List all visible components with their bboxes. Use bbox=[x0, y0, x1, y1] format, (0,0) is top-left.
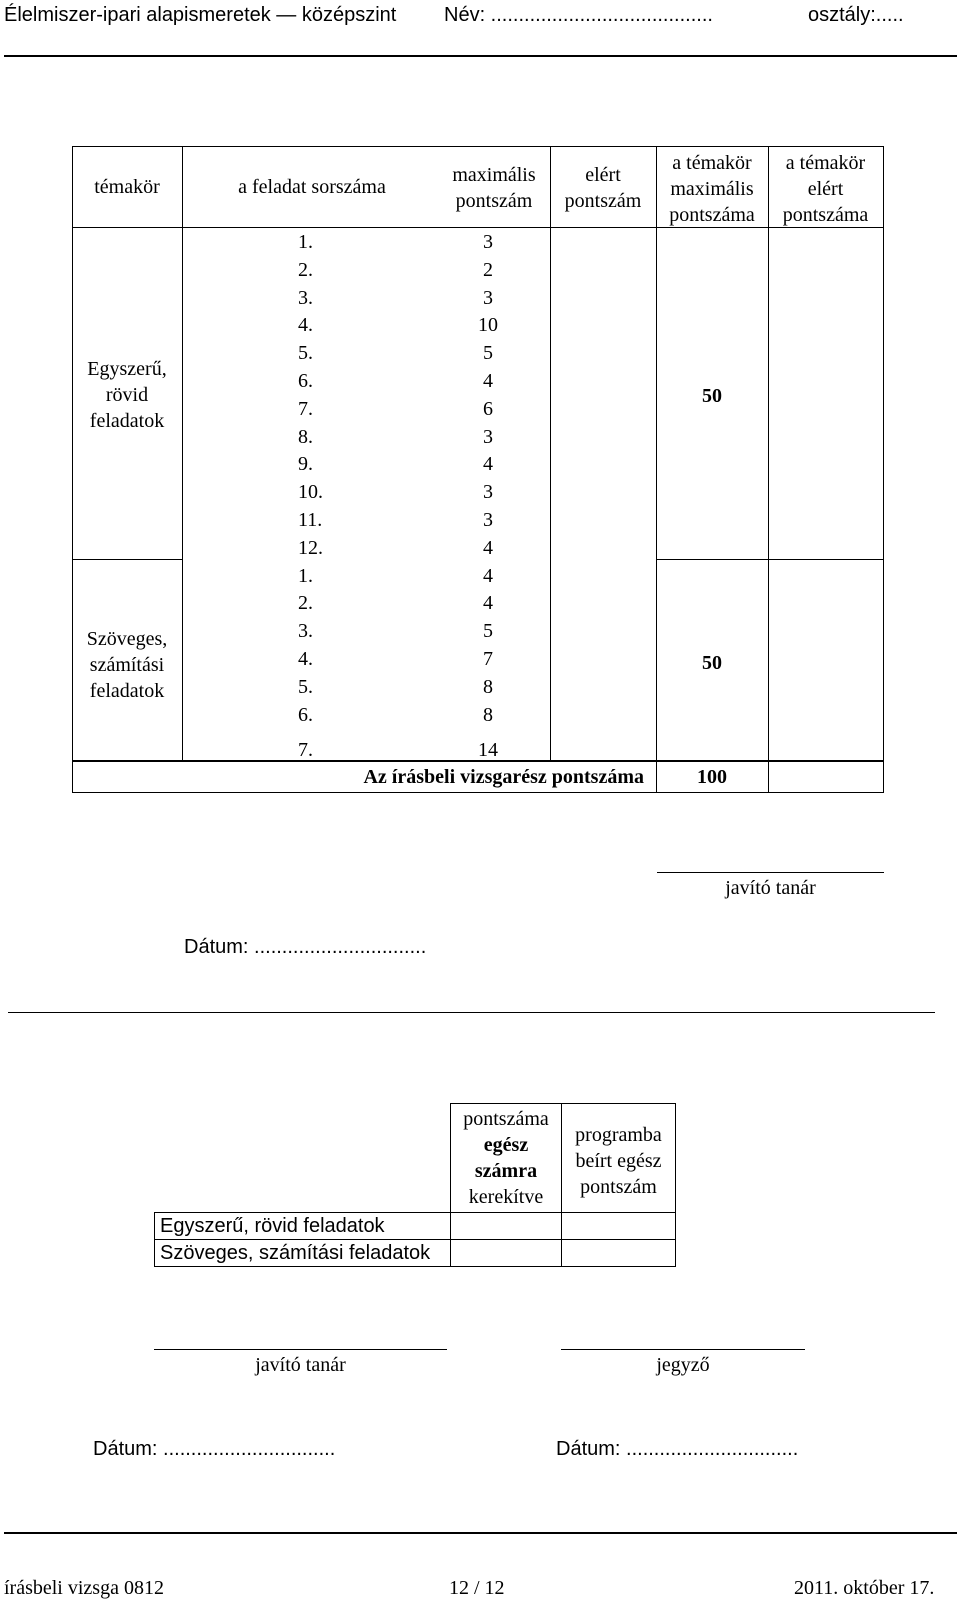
task-number: 4. bbox=[298, 648, 313, 670]
header-name-field: Név: ........................................ bbox=[444, 4, 713, 26]
summary-row-calc: Szöveges, számítási feladatok bbox=[160, 1242, 431, 1264]
col-header-achieved-points: elért pontszám bbox=[564, 164, 642, 212]
task-max-points: 3 bbox=[483, 481, 493, 504]
signature-teacher-role: javító tanár bbox=[255, 1354, 346, 1376]
col-header-topic-achieved: a témakör elért pontszáma bbox=[782, 152, 869, 226]
section-divider bbox=[8, 1012, 935, 1013]
task-number: 6. bbox=[298, 703, 313, 726]
task-max-points: 7 bbox=[483, 648, 493, 670]
task-max-points: 10 bbox=[478, 314, 498, 337]
task-max-points: 4 bbox=[483, 536, 493, 559]
task-number: 3. bbox=[298, 620, 313, 643]
topic-max-simple: 50 bbox=[702, 385, 722, 407]
summary-col-rounded: pontszáma egész számra kerekítve bbox=[463, 1108, 549, 1208]
footer-exam-id: írásbeli vizsga 0812 bbox=[4, 1577, 164, 1599]
task-max-points: 8 bbox=[483, 675, 493, 698]
col-header-task-number: a feladat sorszáma bbox=[238, 176, 386, 198]
topic-simple-tasks: Egyszerű, rövid feladatok bbox=[87, 358, 167, 432]
task-number: 4. bbox=[298, 314, 313, 337]
signature-line-notary bbox=[561, 1349, 805, 1350]
signature-line-teacher bbox=[154, 1349, 447, 1350]
task-max-points: 14 bbox=[478, 739, 498, 762]
task-max-points: 4 bbox=[483, 453, 493, 476]
total-label: Az írásbeli vizsgarész pontszáma bbox=[363, 766, 644, 788]
task-max-points: 3 bbox=[483, 509, 493, 531]
signature-line bbox=[657, 872, 884, 873]
date-field-teacher: Dátum: ............................... bbox=[93, 1438, 336, 1460]
task-max-points: 3 bbox=[483, 286, 493, 309]
col-header-topic-max: a témakör maximális pontszáma bbox=[669, 152, 755, 226]
footer-page-number: 12 / 12 bbox=[449, 1577, 505, 1599]
task-max-points: 5 bbox=[483, 620, 493, 643]
footer-rule bbox=[4, 1532, 957, 1534]
task-max-points: 3 bbox=[483, 231, 493, 253]
task-number: 5. bbox=[298, 342, 313, 365]
topic-max-calc: 50 bbox=[702, 652, 722, 674]
task-max-points: 3 bbox=[483, 425, 493, 448]
task-max-points: 4 bbox=[483, 564, 493, 587]
task-number: 3. bbox=[298, 286, 313, 309]
task-number: 1. bbox=[298, 564, 313, 587]
task-number: 7. bbox=[298, 739, 313, 762]
signature-role: javító tanár bbox=[725, 877, 816, 899]
task-max-points: 2 bbox=[483, 258, 493, 281]
task-number: 9. bbox=[298, 453, 313, 476]
signature-notary-role: jegyző bbox=[656, 1354, 710, 1376]
task-max-points: 5 bbox=[483, 342, 493, 365]
task-number: 10. bbox=[298, 481, 323, 504]
task-max-points: 6 bbox=[483, 397, 493, 420]
topic-calc-tasks: Szöveges, számítási feladatok bbox=[86, 628, 168, 702]
date-field: Dátum: ............................... bbox=[184, 936, 427, 958]
header-rule bbox=[4, 55, 957, 57]
date-field-notary: Dátum: ............................... bbox=[556, 1438, 799, 1460]
task-number: 5. bbox=[298, 675, 313, 698]
header-class-field: osztály:..... bbox=[808, 4, 904, 26]
task-number: 11. bbox=[298, 509, 323, 531]
task-number: 8. bbox=[298, 425, 313, 448]
col-header-topic: témakör bbox=[94, 176, 160, 198]
task-number: 12. bbox=[298, 536, 323, 559]
total-value: 100 bbox=[697, 766, 727, 788]
task-number: 2. bbox=[298, 592, 313, 615]
summary-col-entered: programba beírt egész pontszám bbox=[575, 1124, 662, 1198]
task-max-points: 4 bbox=[483, 370, 493, 392]
footer-date: 2011. október 17. bbox=[794, 1577, 935, 1599]
task-max-points: 4 bbox=[483, 592, 493, 615]
task-number: 7. bbox=[298, 397, 313, 420]
task-number: 6. bbox=[298, 370, 313, 392]
task-number: 1. bbox=[298, 231, 313, 253]
col-header-max-points: maximális pontszám bbox=[452, 164, 536, 212]
header-title: Élelmiszer-ipari alapismeretek — középszint bbox=[4, 4, 397, 26]
task-number: 2. bbox=[298, 258, 313, 281]
task-max-points: 8 bbox=[483, 703, 493, 726]
summary-row-simple: Egyszerű, rövid feladatok bbox=[160, 1215, 385, 1237]
